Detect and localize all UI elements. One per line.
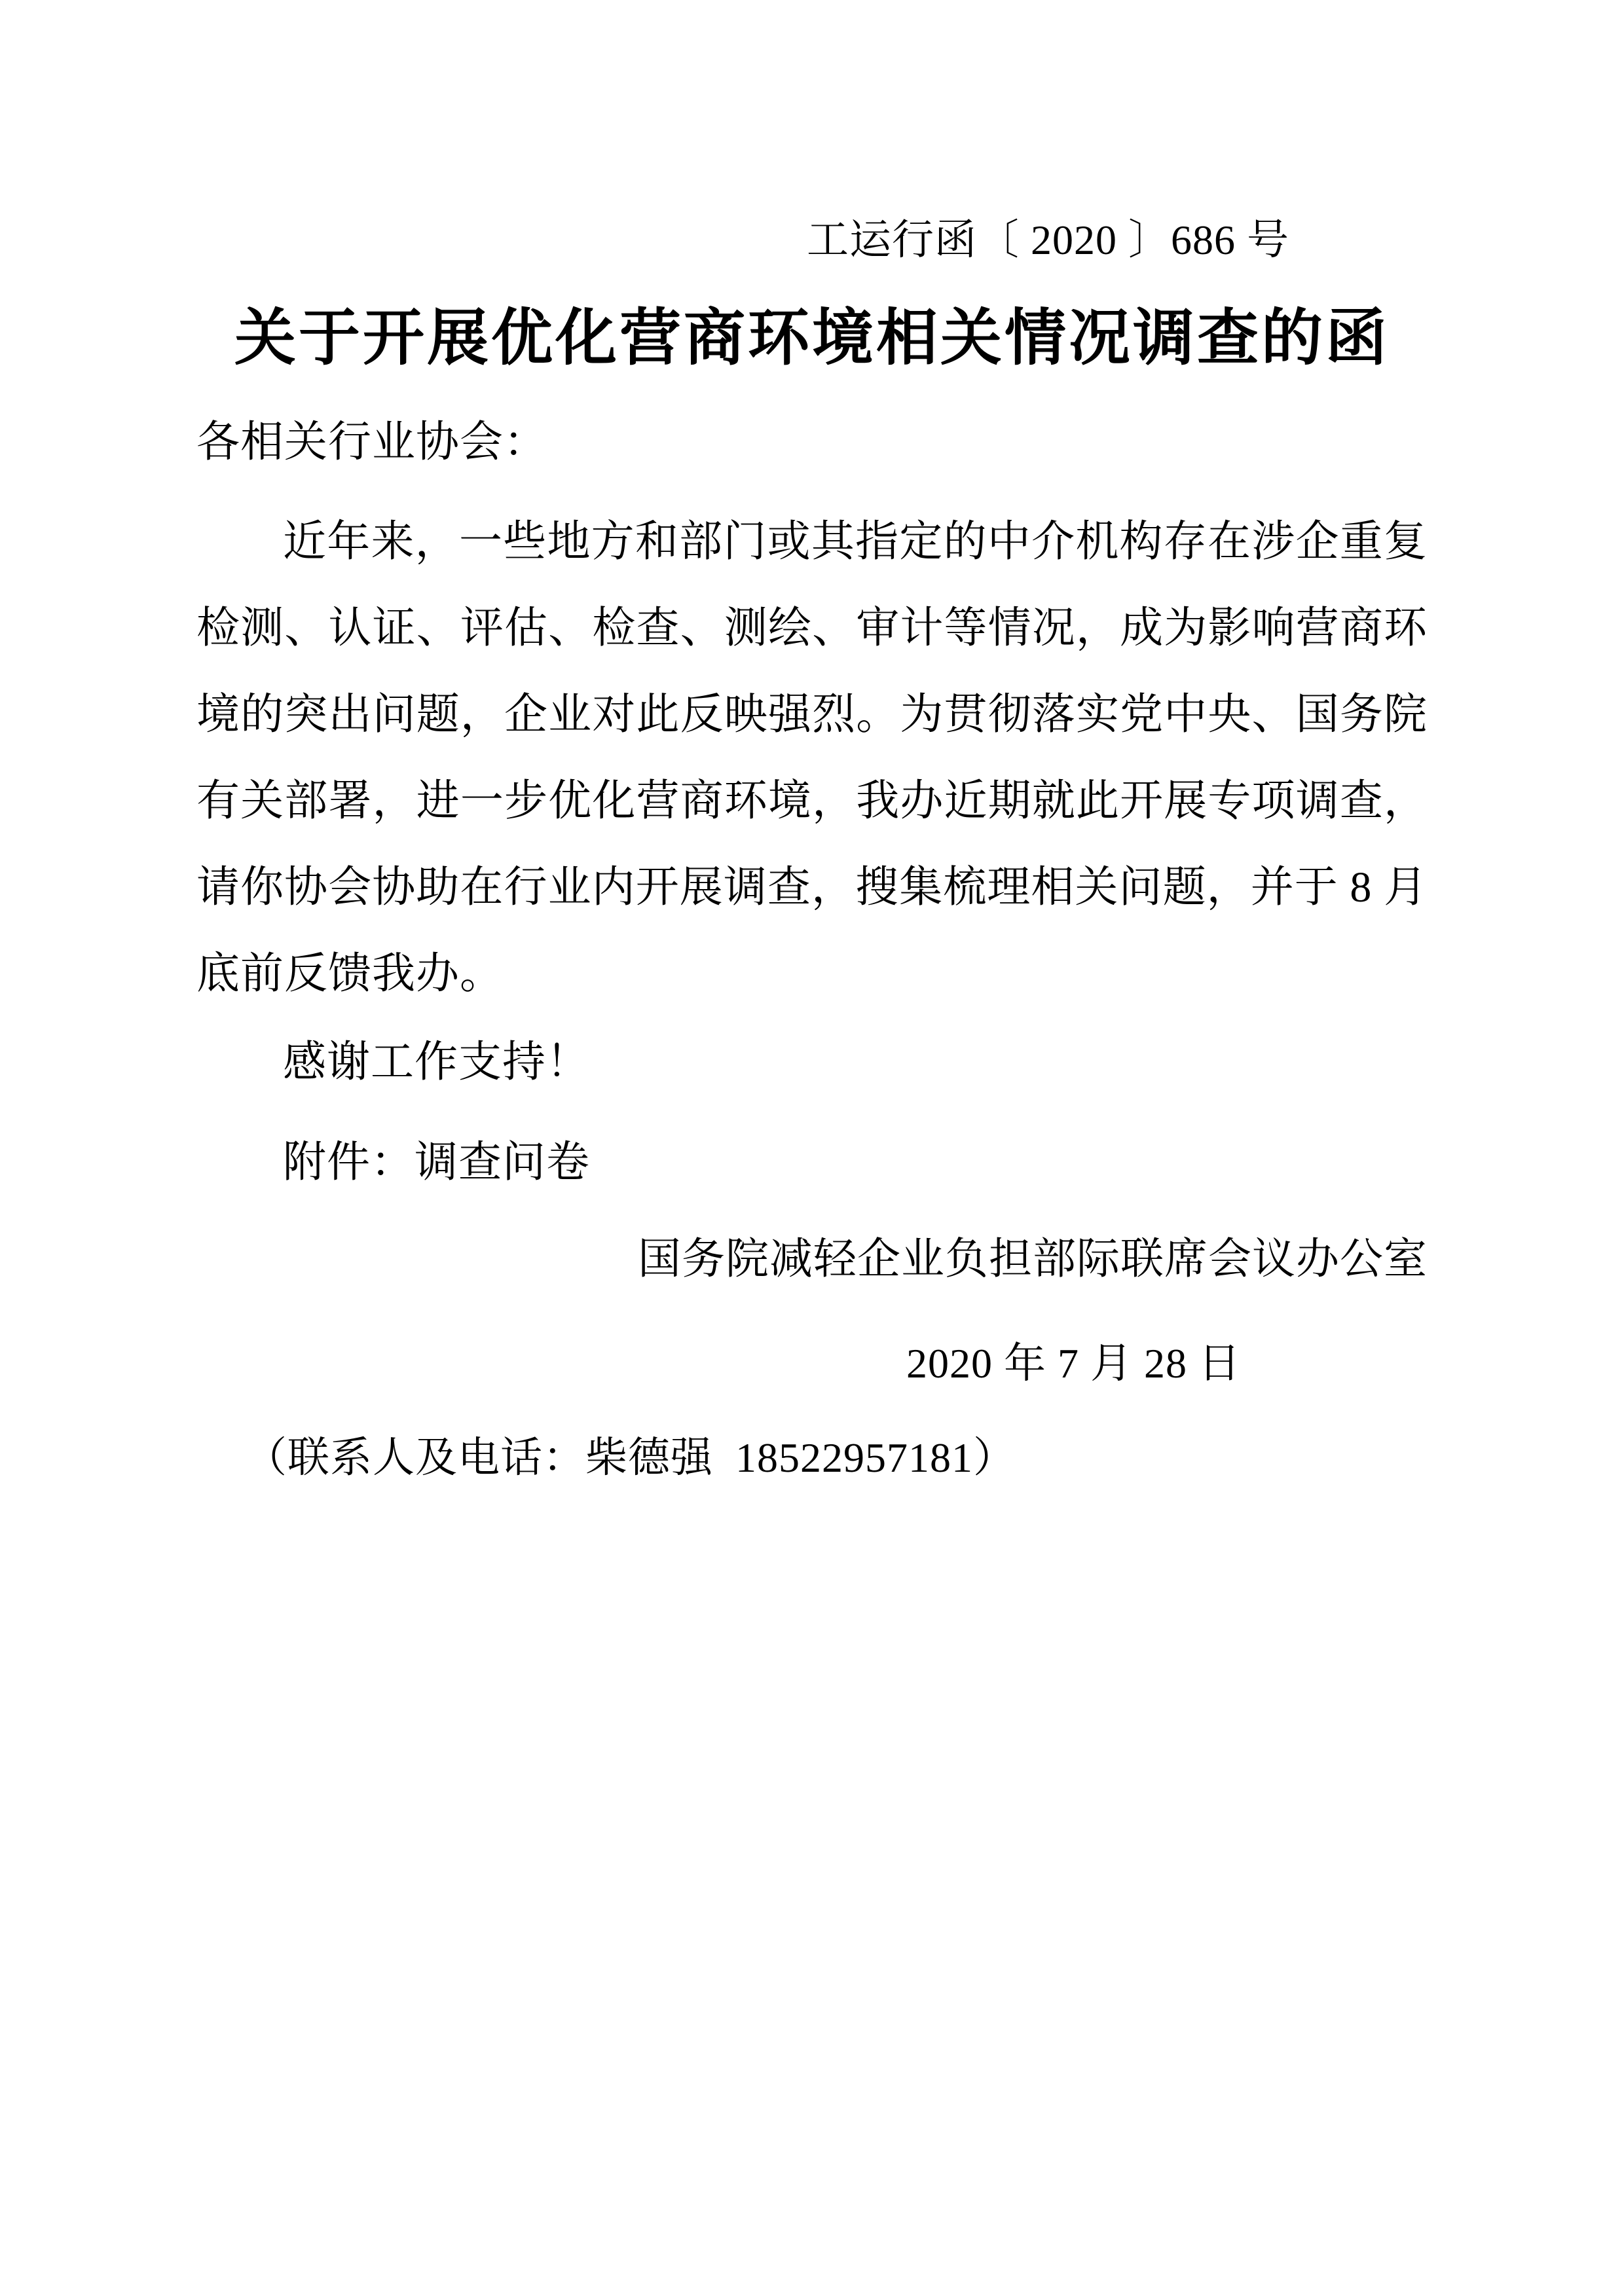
document-title: 关于开展优化营商环境相关情况调查的函 <box>234 303 1390 372</box>
document-date: 2020 年 7 月 28 日 <box>906 1340 1241 1387</box>
contact-info-line: （联系人及电话：柴德强 18522957181） <box>245 1434 1016 1481</box>
salutation: 各相关行业协会： <box>196 418 547 466</box>
attachment-line: 附件：调查问卷 <box>283 1139 590 1186</box>
issuing-office-signature: 国务院减轻企业负担部际联席会议办公室 <box>638 1235 1428 1283</box>
thanks-line: 感谢工作支持！ <box>283 1038 590 1086</box>
body-paragraph: 近年来，一些地方和部门或其指定的中介机构存在涉企重复检测、认证、评估、检查、测绘、审计等情况，成为影响营商环境的突出问题，企业对此反映强烈。为贯彻落实党中央、国务院有关部署，进一步优化营商环境，我办近期就此开展专项调查，请你协会协助在行业内开展调查，搜集梳理相关问题，并于 8 月底前反馈我办。 <box>196 518 1428 998</box>
document-reference-number: 工运行函〔 2020 〕686 号 <box>807 217 1289 263</box>
